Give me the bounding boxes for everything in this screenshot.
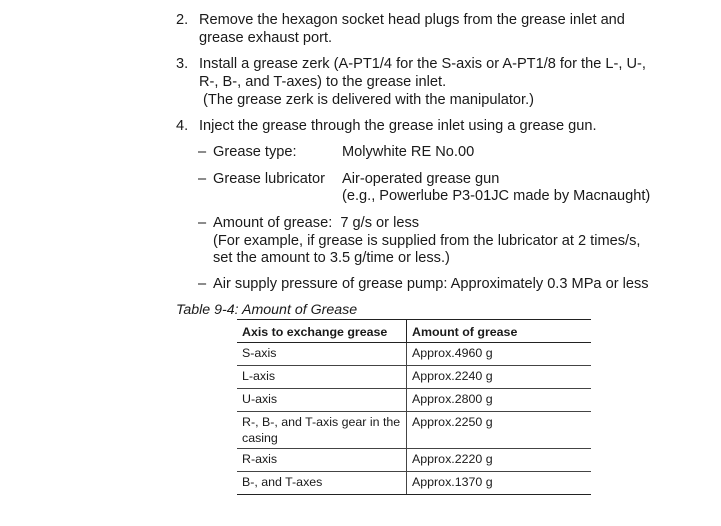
lubricator-value: Air-operated grease gun — [342, 171, 500, 187]
lubricator-example: (e.g., Powerlube P3-01JC made by Macnaught) — [342, 188, 651, 204]
amount-line: Amount of grease: 7 g/s or less — [213, 215, 420, 231]
grease-type-value: Molywhite RE No.00 — [342, 144, 475, 160]
step-line: Inject the grease through the grease inlet using a grease gun. — [199, 118, 597, 134]
step-line: (The grease zerk is delivered with the manipulator.) — [199, 92, 535, 108]
bullet-dash: – — [198, 276, 207, 292]
column-header-amount: Amount of grease — [407, 320, 592, 343]
amount-note: set the amount to 3.5 g/time or less.) — [213, 250, 450, 266]
table-row — [237, 472, 591, 495]
step-number: 3. — [176, 56, 189, 72]
step-number: 4. — [176, 118, 189, 134]
axis-cell: U-axis — [237, 389, 407, 412]
bullet-dash: – — [198, 171, 207, 187]
column-header-axis: Axis to exchange grease — [237, 320, 407, 343]
step-text — [199, 117, 597, 135]
table-row — [237, 366, 591, 389]
lubricator-label: Grease lubricator — [213, 171, 325, 187]
table-caption: Table 9-4: Amount of Grease — [176, 302, 358, 318]
table-row — [237, 449, 591, 472]
table-row — [237, 343, 591, 366]
grease-type-label: Grease type: — [213, 144, 297, 160]
amount-cell: Approx.2220 g — [407, 449, 592, 472]
amount-cell: Approx.2240 g — [407, 366, 592, 389]
step-line: grease exhaust port. — [199, 30, 333, 46]
step-text — [199, 55, 646, 109]
axis-cell: R-, B-, and T-axis gear in the casing — [237, 412, 407, 449]
step-number: 2. — [176, 12, 189, 28]
table-row — [237, 412, 591, 449]
step-line: Remove the hexagon socket head plugs from the grease inlet and — [199, 12, 625, 28]
axis-cell: S-axis — [237, 343, 407, 366]
amount-cell: Approx.2800 g — [407, 389, 592, 412]
grease-amount-table — [237, 319, 591, 495]
air-supply-line: Air supply pressure of grease pump: Approximately 0.3 MPa or less — [213, 276, 649, 292]
table-header-row — [237, 320, 591, 343]
table-row — [237, 389, 591, 412]
bullet-dash: – — [198, 215, 207, 231]
axis-cell: L-axis — [237, 366, 407, 389]
axis-cell: B-, and T-axes — [237, 472, 407, 495]
amount-cell: Approx.4960 g — [407, 343, 592, 366]
step-line: R-, B-, and T-axes) to the grease inlet. — [199, 74, 447, 90]
amount-note: (For example, if grease is supplied from the lubricator at 2 times/s, — [213, 233, 641, 249]
bullet-dash: – — [198, 144, 207, 160]
axis-cell: R-axis — [237, 449, 407, 472]
step-text — [199, 11, 625, 47]
amount-cell: Approx.2250 g — [407, 412, 592, 449]
step-line: Install a grease zerk (A-PT1/4 for the S-axis or A-PT1/8 for the L-, U-, — [199, 56, 646, 72]
amount-cell: Approx.1370 g — [407, 472, 592, 495]
